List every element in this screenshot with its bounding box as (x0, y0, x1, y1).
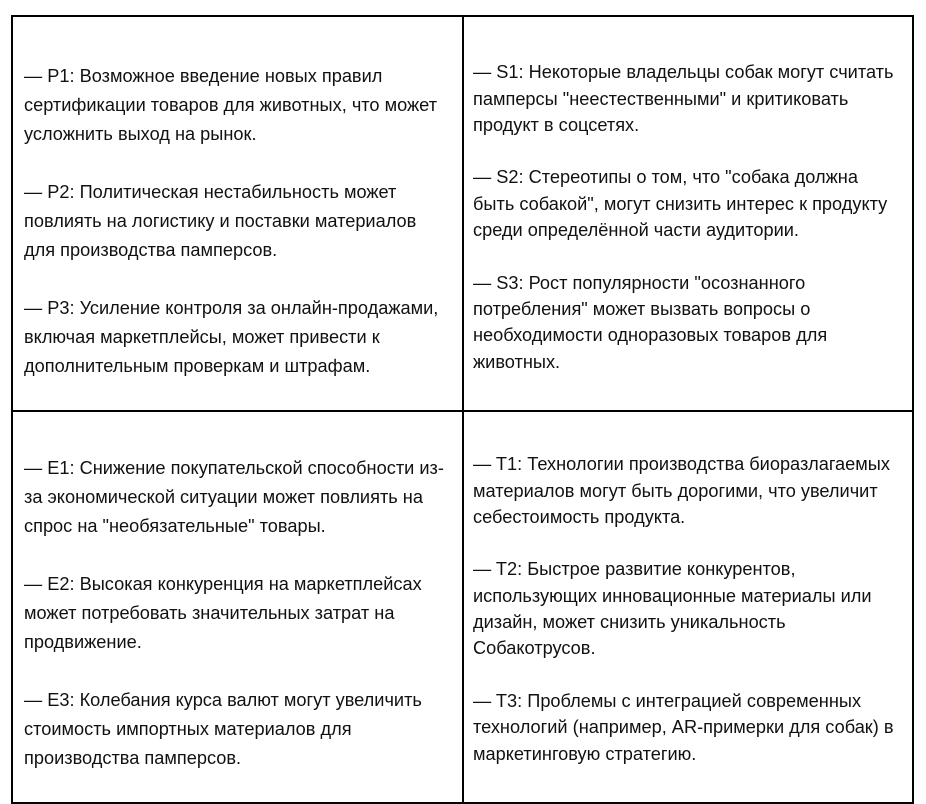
social-threats-text (464, 17, 912, 401)
threat-item-s3: — S3: Рост популярности "осознанного потребления" может вызвать вопросы о необходимости одноразовых товаров для животных. (473, 272, 828, 372)
technological-threats-cell (463, 411, 913, 803)
table-row-top (12, 16, 913, 411)
threat-item-t2: — T2: Быстрое развитие конкурентов, использующих инновационные материалы или дизайн, может снизить уникальность Собакотрусов. (473, 559, 872, 659)
table-row-bottom (12, 411, 913, 803)
pest-threats-table (11, 15, 914, 804)
economic-threats-text (13, 412, 462, 802)
economic-threats-cell (12, 411, 463, 803)
threat-item-p3: — P3: Усиление контроля за онлайн-продажами, включая маркетплейсы, может привести к дополнительным проверкам и штрафам. (24, 298, 439, 376)
threat-item-e3: — E3: Колебания курса валют могут увеличить стоимость импортных материалов для производства памперсов. (24, 690, 422, 768)
threat-item-s1: — S1: Некоторые владельцы собак могут считать памперсы "неестественными" и критиковать продукт в соцсетях. (473, 62, 894, 135)
political-threats-cell (12, 16, 463, 411)
technological-threats-text (464, 412, 912, 793)
threat-item-t3: — T3: Проблемы с интеграцией современных технологий (например, AR-примерки для собак) в маркетинговую стратегию. (473, 690, 894, 764)
threat-item-p1: — P1: Возможное введение новых правил сертификации товаров для животных, что может усложнить выход на рынок. (24, 66, 438, 144)
threat-item-s2: — S2: Стереотипы о том, что "собака должна быть собакой", могут снизить интерес к продукту среди определённой части аудитории. (473, 167, 888, 241)
threat-item-e1: — E1: Снижение покупательской способности из-за экономической ситуации может повлиять на спрос на "необязательные" товары. (24, 458, 444, 536)
social-threats-cell (463, 16, 913, 411)
political-threats-text (13, 17, 462, 410)
threat-item-p2: — P2: Политическая нестабильность может повлиять на логистику и поставки материалов для производства памперсов. (24, 182, 417, 260)
threat-item-e2: — E2: Высокая конкуренция на маркетплейсах может потребовать значительных затрат на продвижение. (24, 574, 422, 652)
threat-item-t1: — T1: Технологии производства биоразлагаемых материалов могут быть дорогими, что увеличит себестоимость продукта. (473, 454, 890, 527)
